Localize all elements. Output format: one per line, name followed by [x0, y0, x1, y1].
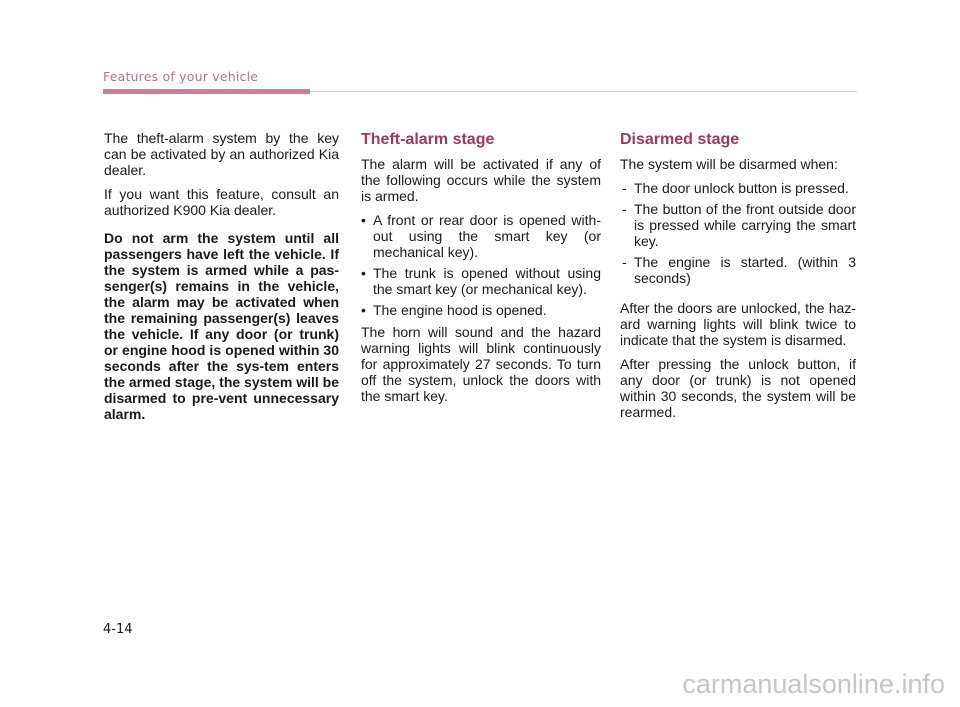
header-divider — [310, 91, 857, 92]
intro-paragraph-2: If you want this feature, consult an authorized K900 Kia dealer. — [104, 186, 339, 218]
list-item: • A front or rear door is opened with-out using the smart key (or mechanical key). — [361, 212, 601, 260]
column-intro — [104, 130, 339, 430]
list-item: - The door unlock button is pressed. — [620, 180, 856, 196]
warning-paragraph: Do not arm the system until all passengers have left the vehicle. If the system is armed while a pas-senger(s) remains in the vehicle, the alarm may be activated when the remaining passenger(s) leaves the vehicle. If any door (or trunk) or engine hood is opened within 30 seconds after the sys-tem enters the armed stage, the system will be disarmed to pre-vent unnecessary alarm. — [104, 230, 339, 422]
theft-alarm-intro: The alarm will be activated if any of the following occurs while the system is armed. — [361, 156, 601, 204]
disarmed-conditions — [620, 180, 856, 286]
disarmed-intro: The system will be disarmed when: — [620, 156, 838, 172]
disarmed-paragraph-2: After pressing the unlock button, if any door (or trunk) is not opened within 30 seconds, the system will be rearmed. — [620, 356, 856, 420]
disarmed-heading: Disarmed stage — [620, 131, 740, 148]
list-item: - The button of the front outside door is pressed while carrying the smart key. — [620, 201, 856, 249]
column-disarmed — [620, 130, 856, 428]
disarmed-paragraph-1: After the doors are unlocked, the haz-ard warning lights will blink twice to indicate that the system is disarmed. — [620, 300, 856, 348]
header-accent-bar — [103, 89, 310, 94]
page-number: 4-14 — [103, 622, 133, 637]
intro-paragraph-1: The theft-alarm system by the key can be activated by an authorized Kia dealer. — [104, 130, 339, 178]
section-header: Features of your vehicle — [103, 69, 259, 84]
watermark: carmanualsonline.info — [682, 669, 945, 699]
theft-alarm-heading: Theft-alarm stage — [361, 131, 495, 148]
list-item: • The trunk is opened without using the smart key (or mechanical key). — [361, 265, 601, 297]
theft-alarm-bullets — [361, 212, 601, 318]
column-theft-alarm — [361, 130, 601, 412]
list-item: - The engine is started. (within 3 seconds) — [620, 254, 856, 286]
list-item: • The engine hood is opened. — [361, 302, 601, 318]
theft-alarm-outro: The horn will sound and the hazard warning lights will blink continuously for approximately 27 seconds. To turn off the system, unlock the doors with the smart key. — [361, 324, 601, 404]
